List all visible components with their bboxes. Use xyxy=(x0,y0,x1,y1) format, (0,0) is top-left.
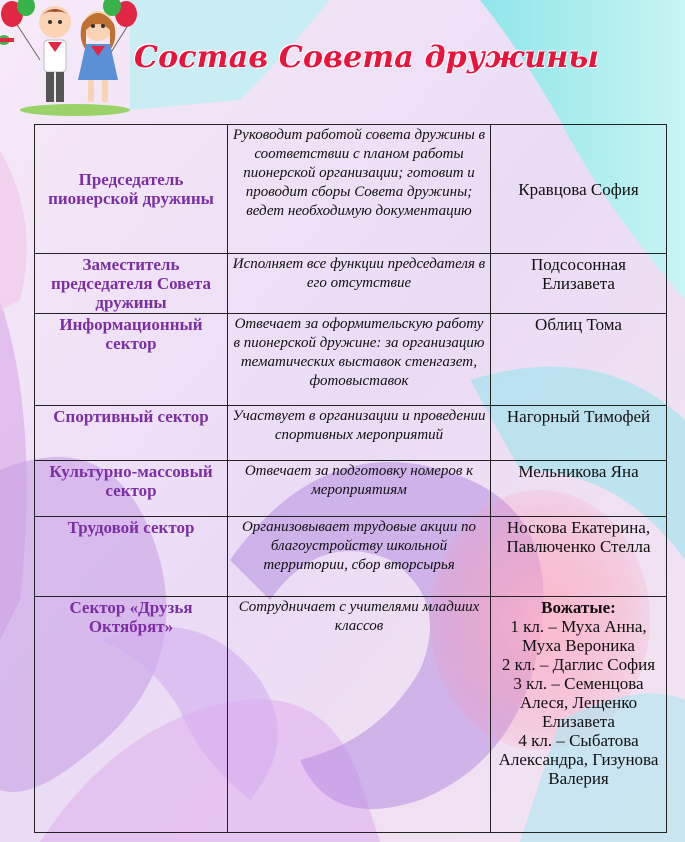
counselors-heading: Вожатые: xyxy=(541,598,616,617)
table-row xyxy=(35,517,667,597)
counselor-line: 1 кл. – Муха Анна, Муха Вероника xyxy=(510,617,647,655)
position-cell: Трудовой сектор xyxy=(35,517,228,597)
counselor-line: 4 кл. – Сыбатова Александра, Гизунова Валерия xyxy=(498,731,659,788)
table-row xyxy=(35,597,667,833)
table-row xyxy=(35,254,667,314)
position-cell: Информационный сектор xyxy=(35,314,228,406)
counselor-line: 3 кл. – Семенцова Алеся, Лещенко Елизавета xyxy=(513,674,644,731)
member-cell: Облиц Тома xyxy=(491,314,667,406)
duties-cell: Организовывает трудовые акции по благоустройству школьной территории, сбор вторсырья xyxy=(228,517,491,597)
table-row xyxy=(35,461,667,517)
duties-cell: Отвечает за оформительскую работу в пионерской дружине: за организацию тематических выставок стенгазет, фотовыставок xyxy=(228,314,491,406)
member-cell: Носкова Екатерина, Павлюченко Стелла xyxy=(491,517,667,597)
position-cell: Спортивный сектор xyxy=(35,406,228,461)
duties-cell: Отвечает за подготовку номеров к мероприятиям xyxy=(228,461,491,517)
position-cell: Сектор «Друзья Октябрят» xyxy=(35,597,228,833)
duties-cell: Руководит работой совета дружины в соответствии с планом работы пионерской организации; готовит и проводит сборы Совета дружины; ведет необходимую документацию xyxy=(228,125,491,254)
council-table xyxy=(34,124,667,833)
member-cell: Нагорный Тимофей xyxy=(491,406,667,461)
children-with-balloons-illustration xyxy=(0,0,140,125)
member-cell: Кравцова София xyxy=(491,125,667,254)
table-row xyxy=(35,314,667,406)
page-title: Состав Совета дружины xyxy=(134,40,600,75)
member-cell: Подсосонная Елизавета xyxy=(491,254,667,314)
counselor-line: 2 кл. – Даглис София xyxy=(501,655,656,674)
counselors-cell xyxy=(491,597,667,833)
position-cell: Заместитель председателя Совета дружины xyxy=(35,254,228,314)
table-row xyxy=(35,125,667,254)
position-cell: Культурно-массовый сектор xyxy=(35,461,228,517)
position-cell: Председатель пионерской дружины xyxy=(35,125,228,254)
table-row xyxy=(35,406,667,461)
duties-cell: Сотрудничает с учителями младших классов xyxy=(228,597,491,833)
duties-cell: Исполняет все функции председателя в его отсутствие xyxy=(228,254,491,314)
duties-cell: Участвует в организации и проведении спортивных мероприятий xyxy=(228,406,491,461)
member-cell: Мельникова Яна xyxy=(491,461,667,517)
